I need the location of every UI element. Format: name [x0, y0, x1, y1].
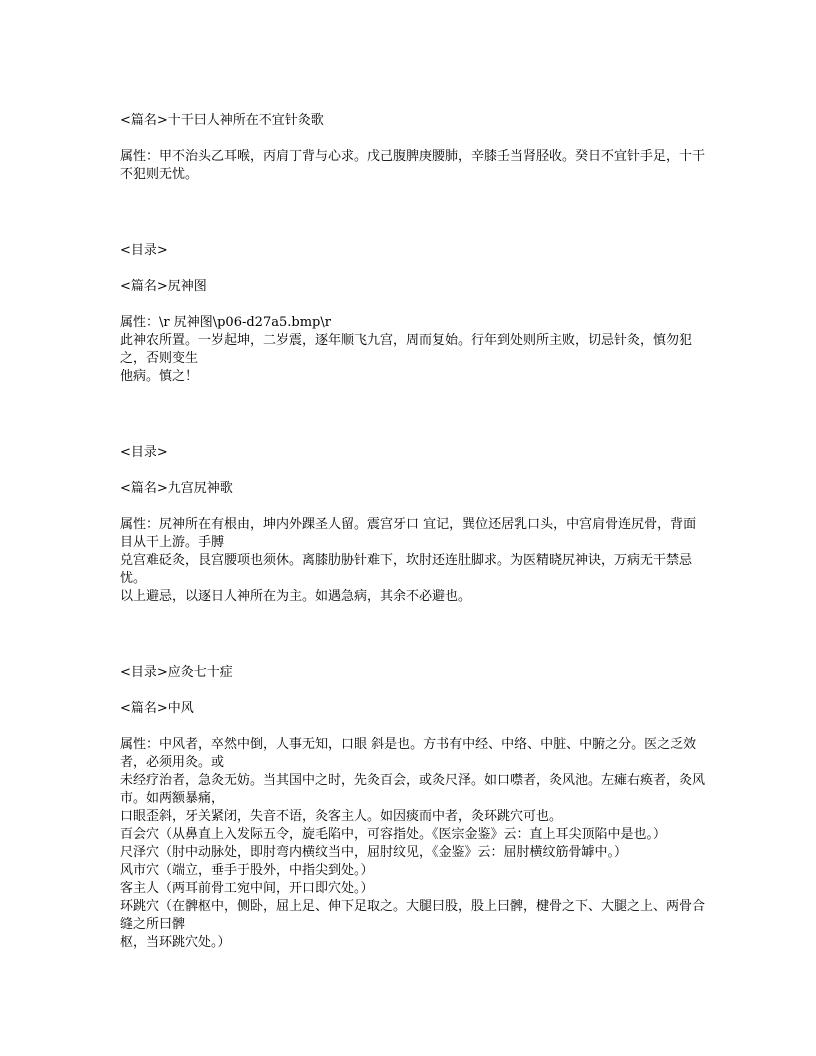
section-text-line: 兑宫难砭灸，艮宫腰项也须休。离膝肋胁针难下，坎肘还连肚脚求。为医精晓尻神诀，万病无干禁忌忧。: [120, 553, 693, 586]
section-heading: <篇名>九宫尻神歌: [120, 481, 233, 496]
section-heading: <篇名>中风: [120, 701, 194, 716]
acupoint-line: 百会穴（从鼻直上入发际五令，旋毛陷中，可容指处。《医宗金鉴》云：直上耳尖顶陷中是也。）: [120, 827, 667, 842]
section-text-line: 属性：中风者，卒然中倒，人事无知，口眼 斜是也。方书有中经、中络、中脏、中腑之分。医之乏效者，必须用灸。或: [120, 737, 697, 770]
section-text-line: 以上避忌，以逐日人神所在为主。如遇急病，其余不必避也。: [120, 589, 472, 604]
section-2: [120, 242, 705, 386]
acupoint-line: 枢，当环跳穴处。）: [120, 935, 231, 950]
section-heading: <篇名>尻神图: [120, 279, 207, 294]
acupoint-line: 客主人（两耳前骨工宛中间，开口即穴处。）: [120, 881, 374, 896]
section-4: [120, 664, 705, 952]
section-heading: <篇名>十干曰人神所在不宜针灸歌: [120, 113, 324, 128]
section-text-line: 属性：甲不治头乙耳喉，丙肩丁背与心求。戊己腹脾庚腰肺，辛膝壬当肾胫收。癸日不宜针手足，十干不犯则无忧。: [120, 149, 706, 182]
catalog-marker: <目录>: [120, 243, 168, 258]
section-text-line: 未经疗治者，急灸无妨。当其国中之时，先灸百会，或灸尺泽。如口噤者，灸风池。左瘫右痪者，灸风市。如两额暴痛，: [120, 773, 706, 806]
acupoint-line: 尺泽穴（肘中动脉处，即肘弯内横纹当中，屈肘纹见，《金鉴》云：屈肘横纹筋骨罅中。）: [120, 845, 628, 860]
section-1: [120, 112, 705, 184]
acupoint-line: 环跳穴（在髀枢中，侧卧，屈上足、伸下足取之。大腿曰股，股上曰髀，楗骨之下、大腿之上、两骨合缝之所曰髀: [120, 899, 706, 932]
section-text-line: 属性：尻神所在有根由，坤内外踝圣人留。震宫牙口 宜记，巽位还居乳口头，中宫肩骨连尻骨，背面目从干上游。手膊: [120, 517, 697, 550]
document-body: [120, 112, 705, 952]
acupoint-line: 风市穴（端立，垂手于股外，中指尖到处。）: [120, 863, 374, 878]
catalog-marker: <目录>应灸七十症: [120, 665, 233, 680]
section-text-line: 口眼歪斜，牙关紧闭，失音不语，灸客主人。如因痰而中者，灸环跳穴可也。: [120, 809, 563, 824]
section-3: [120, 444, 705, 606]
section-text-line: 属性：\r 尻神图\p06-d27a5.bmp\r: [120, 315, 331, 330]
section-text-line: 他病。慎之！: [120, 369, 199, 384]
catalog-marker: <目录>: [120, 445, 168, 460]
section-text-line: 此神农所置。一岁起坤，二岁震，逐年顺飞九宫，周而复始。行年到处则所主败，切忌针灸，慎勿犯之，否则变生: [120, 333, 693, 366]
